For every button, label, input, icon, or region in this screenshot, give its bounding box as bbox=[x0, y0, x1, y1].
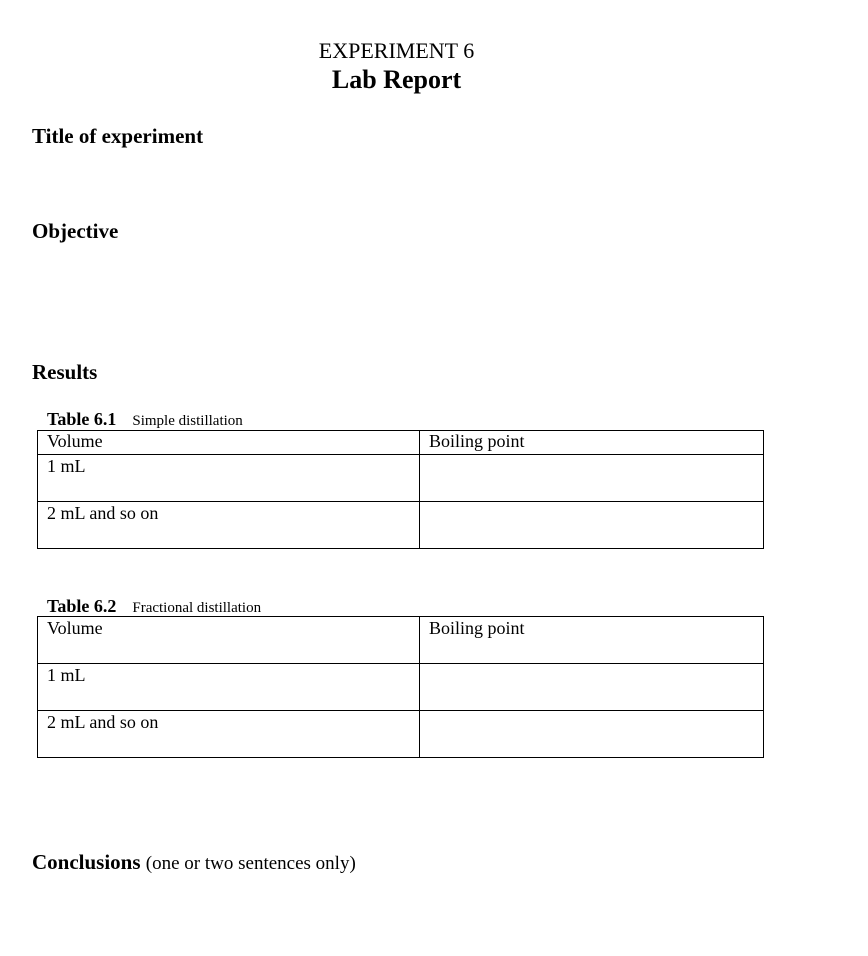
column-header-boiling-point: Boiling point bbox=[420, 617, 764, 664]
volume-cell: 2 mL and so on bbox=[38, 711, 420, 758]
simple-distillation-table bbox=[37, 430, 764, 549]
boiling-point-cell bbox=[420, 455, 764, 502]
volume-cell: 1 mL bbox=[38, 455, 420, 502]
column-header-boiling-point: Boiling point bbox=[420, 431, 764, 455]
volume-cell: 1 mL bbox=[38, 664, 420, 711]
objective-heading: Objective bbox=[32, 219, 119, 243]
column-header-volume: Volume bbox=[38, 617, 420, 664]
table-row bbox=[38, 502, 764, 549]
boiling-point-cell bbox=[420, 664, 764, 711]
conclusions-label: Conclusions bbox=[32, 850, 141, 874]
results-heading: Results bbox=[32, 360, 98, 384]
table-header-row bbox=[38, 431, 764, 455]
table-row bbox=[38, 664, 764, 711]
table-1-number: Table 6.1 bbox=[47, 409, 117, 429]
conclusions-heading bbox=[32, 849, 356, 877]
volume-cell: 2 mL and so on bbox=[38, 502, 420, 549]
experiment-number: EXPERIMENT 6 bbox=[318, 38, 475, 63]
boiling-point-cell bbox=[420, 711, 764, 758]
boiling-point-cell bbox=[420, 502, 764, 549]
table-1-description: Simple distillation bbox=[132, 413, 243, 429]
page-title: Lab Report bbox=[331, 65, 462, 94]
table-row bbox=[38, 455, 764, 502]
table-2-caption bbox=[47, 596, 261, 618]
table-header-row bbox=[38, 617, 764, 664]
title-of-experiment-heading: Title of experiment bbox=[32, 124, 204, 148]
table-2-number: Table 6.2 bbox=[47, 596, 117, 616]
fractional-distillation-table bbox=[37, 616, 764, 758]
column-header-volume: Volume bbox=[38, 431, 420, 455]
table-1-caption bbox=[47, 409, 243, 431]
table-row bbox=[38, 711, 764, 758]
conclusions-note: (one or two sentences only) bbox=[145, 853, 356, 874]
table-2-description: Fractional distillation bbox=[132, 600, 262, 616]
